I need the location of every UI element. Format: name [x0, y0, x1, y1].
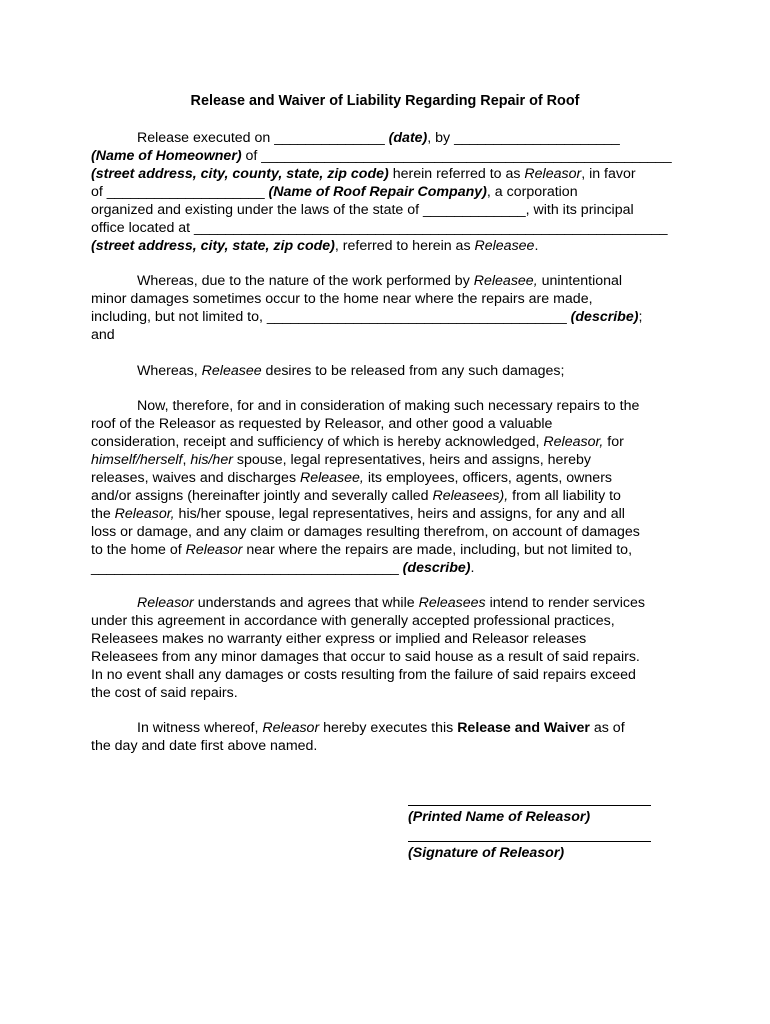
text-line: the cost of said repairs. [91, 685, 238, 701]
text-line: In witness whereof, Releasor hereby executes this Release and Waiver as of [137, 720, 625, 736]
text-line: Whereas, due to the nature of the work performed by Releasee, unintentional [137, 273, 623, 289]
text-line: consideration, receipt and sufficiency of which is hereby acknowledged, Releasor, for [91, 434, 624, 450]
document-title: Release and Waiver of Liability Regarding Repair of Roof [190, 93, 580, 109]
text-line: the Releasor, his/her spouse, legal representatives, heirs and assigns, for any and all [91, 506, 625, 522]
printed-name-line [408, 805, 651, 806]
text-line: and/or assigns (hereinafter jointly and severally called Releasees), from all liability to [91, 488, 621, 504]
text-line: including, but not limited to, ______________________________________ (describe); [91, 309, 643, 325]
text-line: to the home of Releasor near where the repairs are made, including, but not limited to, [91, 542, 633, 558]
text-line: loss or damage, and any claim or damages resulting therefrom, on account of damages [91, 524, 640, 540]
text-line: _______________________________________ (describe). [91, 560, 475, 576]
text-line: Releasor understands and agrees that while Releasees intend to render services [137, 595, 645, 611]
text-line: under this agreement in accordance with generally accepted professional practices, [91, 613, 615, 629]
text-line: himself/herself, his/her spouse, legal representatives, heirs and assigns, hereby [91, 452, 592, 468]
text-line: releases, waives and discharges Releasee, its employees, officers, agents, owners [91, 470, 613, 486]
text-line: Now, therefore, for and in consideration of making such necessary repairs to the [137, 398, 640, 414]
text-line: minor damages sometimes occur to the home near where the repairs are made, [91, 291, 593, 307]
text-line: office located at ____________________________________________________________ [91, 220, 668, 236]
text-line: the day and date first above named. [91, 738, 318, 754]
text-line: Release executed on ______________ (date), by _____________________ [137, 130, 620, 146]
signature-line [408, 841, 651, 842]
text-line: and [91, 327, 115, 343]
printed-name-label: (Printed Name of Releasor) [408, 809, 591, 825]
text-line: Whereas, Releasee desires to be released from any such damages; [137, 363, 565, 379]
signature-label: (Signature of Releasor) [408, 845, 565, 861]
text-line: of ____________________ (Name of Roof Repair Company), a corporation [91, 184, 578, 200]
text-line: (street address, city, county, state, zip code) herein referred to as Releasor, in favor [91, 166, 636, 182]
text-line: (street address, city, state, zip code), referred to herein as Releasee. [91, 238, 539, 254]
text-line: roof of the Releasor as requested by Releasor, and other good a valuable [91, 416, 553, 432]
text-line: Releasees from any minor damages that occur to said house as a result of said repairs. [91, 649, 640, 665]
text-line: organized and existing under the laws of the state of _____________, with its principal [91, 202, 634, 218]
text-line: In no event shall any damages or costs resulting from the failure of said repairs exceed [91, 667, 636, 683]
text-line: Releasees makes no warranty either express or implied and Releasor releases [91, 631, 587, 647]
text-line: (Name of Homeowner) of ____________________________________________________ [91, 148, 672, 164]
